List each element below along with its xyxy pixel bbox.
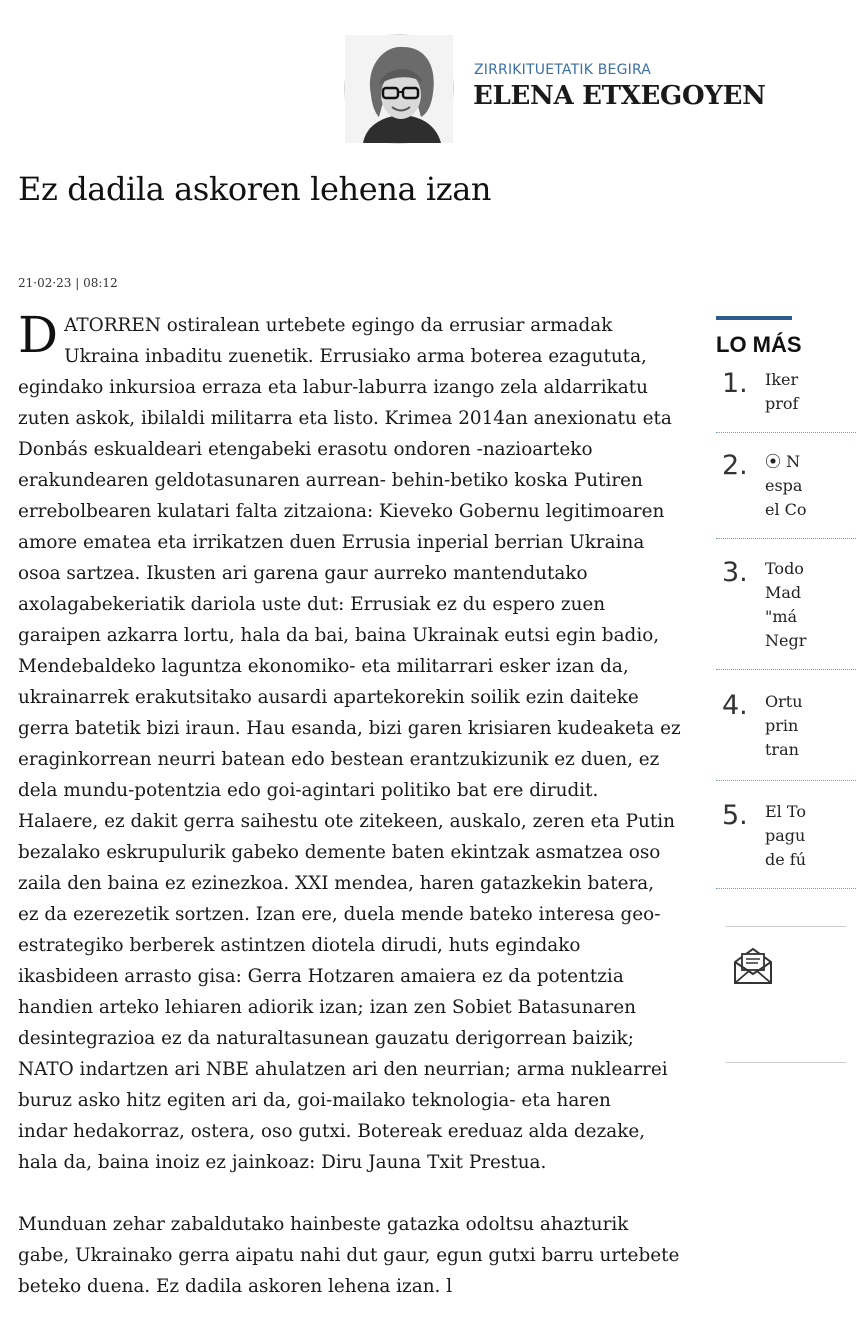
- newsletter-envelope-icon[interactable]: [732, 946, 774, 986]
- paragraph-gap: [18, 1178, 708, 1209]
- text-line: garaipen azkarra lortu, hala da bai, baina Ukrainak eutsi egin badio,: [18, 625, 660, 646]
- text-line: gabe, Ukrainako gerra aipatu nahi dut gaur, egun gutxi barru urtebete: [18, 1245, 680, 1266]
- item-line: Ortu: [765, 692, 803, 711]
- paragraph-2-text: [18, 1214, 679, 1297]
- text-line: bezalako eskrupulurik gabeko demente baten ekintzak asmatzea oso: [18, 842, 661, 863]
- most-read-item-text[interactable]: [765, 690, 803, 762]
- paragraph-1-text: [18, 306, 681, 1173]
- most-read-item-text[interactable]: [765, 557, 806, 653]
- most-read-item-text[interactable]: [765, 450, 807, 522]
- text-line: NATO indartzen ari NBE ahulatzen ari den neurrian; arma nuklearrei: [18, 1059, 668, 1080]
- text-line: gerra batetik bizi iraun. Hau esanda, bizi garen krisiaren kudeaketa ez: [18, 718, 681, 739]
- article-date: 21·02·23: [18, 276, 72, 290]
- item-line: el Co: [765, 500, 807, 519]
- text-line: desintegrazioa ez da naturaltasunean gauzatu derigorrean baizik;: [18, 1028, 634, 1049]
- article-body: [18, 306, 708, 1302]
- most-read-item[interactable]: [716, 690, 856, 781]
- item-line: espa: [765, 476, 803, 495]
- most-read-item[interactable]: [716, 368, 856, 433]
- text-line: amore ematea eta irrikatzen duen Errusia inperial berrian Ukraina: [18, 532, 645, 553]
- text-line: ez da ezerezetik sortzen. Izan ere, duela mende bateko interesa geo-: [18, 904, 661, 925]
- column-section-label[interactable]: ZIRRIKITUETATIK BEGIRA: [474, 62, 652, 78]
- item-line: Mad: [765, 583, 802, 602]
- text-line: Donbás eskualdeari etengabeki erasotu ondoren -nazioarteko: [18, 439, 593, 460]
- item-line: "má: [765, 607, 798, 626]
- item-line: prin: [765, 716, 799, 735]
- item-line: Iker: [765, 370, 799, 389]
- text-line: hala da, baina inoiz ez jainkoaz: Diru Jauna Txit Prestua.: [18, 1152, 547, 1173]
- item-line: pagu: [765, 826, 806, 845]
- item-line: El To: [765, 802, 806, 821]
- article-paragraph-2: [18, 1209, 708, 1302]
- item-line: de fú: [765, 850, 807, 869]
- article-headline: Ez dadila askoren lehena izan: [18, 170, 492, 208]
- sidebar-divider: [726, 1062, 846, 1063]
- text-line: egindako inkursioa erraza eta labur-laburra izango zela aldarrikatu: [18, 377, 648, 398]
- most-read-title: LO MÁS: [716, 332, 802, 357]
- text-line: buruz asko hitz egiten ari da, goi-mailako teknologia- eta haren: [18, 1090, 611, 1111]
- text-line: dela mundu-potentzia edo goi-agintari politiko bat ere dirudit.: [18, 780, 599, 801]
- most-read-item[interactable]: [716, 450, 856, 539]
- rank-number: 2.: [722, 450, 748, 481]
- text-line: ikasbideen arrasto gisa: Gerra Hotzaren amaiera ez da potentzia: [18, 966, 624, 987]
- text-line: errebolbearen kulatari falta zitzaiona: Kieveko Gobernu legitimoaren: [18, 501, 665, 522]
- article-dateline: 21·02·23 | 08:12: [18, 276, 118, 290]
- text-line: handien arteko lehiaren adiorik izan; izan zen Sobiet Batasunaren: [18, 997, 636, 1018]
- text-line: Halaere, ez dakit gerra saihestu ote zitekeen, auskalo, zeren eta Putin: [18, 811, 675, 832]
- rank-number: 3.: [722, 557, 748, 588]
- rank-number: 1.: [722, 368, 748, 399]
- text-line: Munduan zehar zabaldutako hainbeste gatazka odoltsu ahazturik: [18, 1214, 629, 1235]
- most-read-item[interactable]: [716, 800, 856, 889]
- rank-number: 5.: [722, 800, 748, 831]
- text-line: Mendebaldeko laguntza ekonomiko- eta militarrari esker izan da,: [18, 656, 629, 677]
- text-line: ATORREN ostiralean urtebete egingo da errusiar armadak: [64, 315, 613, 336]
- most-read-item-text[interactable]: [765, 800, 806, 872]
- text-line: zuten askok, ibilaldi militarra eta listo. Krimea 2014an anexionatu eta: [18, 408, 672, 429]
- author-byline: [344, 34, 784, 146]
- item-line: ⦿ N: [765, 452, 801, 471]
- item-line: Todo: [765, 559, 804, 578]
- text-line: indar hedakorraz, ostera, oso gutxi. Botereak ereduaz alda dezake,: [18, 1121, 646, 1142]
- text-line: erakundearen geldotasunaren aurrean- behin-betiko koska Putiren: [18, 470, 643, 491]
- text-line: beteko duena. Ez dadila askoren lehena izan. l: [18, 1276, 453, 1297]
- text-line: estrategiko berberek astintzen diotela dirudi, huts egindako: [18, 935, 581, 956]
- most-read-item-text[interactable]: [765, 368, 798, 416]
- drop-cap: D: [18, 306, 59, 364]
- text-line: osoa sartzea. Ikusten ari garena gaur aurreko mantendutako: [18, 563, 588, 584]
- text-line: axolagabekeriatik dariola uste dut: Errusiak ez du espero zuen: [18, 594, 606, 615]
- item-line: tran: [765, 740, 799, 759]
- sidebar-accent-bar: [716, 316, 792, 320]
- text-line: zaila den baina ez ezinezkoa. XXI mendea, haren gatazkekin batera,: [18, 873, 655, 894]
- item-line: Negr: [765, 631, 807, 650]
- text-line: Ukraina inbaditu zuenetik. Errusiako arma boterea ezagututa,: [64, 346, 647, 367]
- author-name[interactable]: ELENA ETXEGOYEN: [473, 81, 766, 111]
- author-avatar[interactable]: [344, 34, 454, 144]
- most-read-sidebar: [716, 316, 807, 1076]
- sidebar-divider: [726, 926, 846, 927]
- text-line: eraginkorrean neurri batean edo bestean erantzukizunik ez duen, ez: [18, 749, 660, 770]
- article-time: 08:12: [83, 276, 118, 290]
- item-line: prof: [765, 394, 799, 413]
- most-read-item[interactable]: [716, 557, 856, 670]
- text-line: ukrainarrek erakutsitako ausardi apartekorekin soilik ezin daiteke: [18, 687, 639, 708]
- article-paragraph-1: [18, 306, 708, 1178]
- rank-number: 4.: [722, 690, 748, 721]
